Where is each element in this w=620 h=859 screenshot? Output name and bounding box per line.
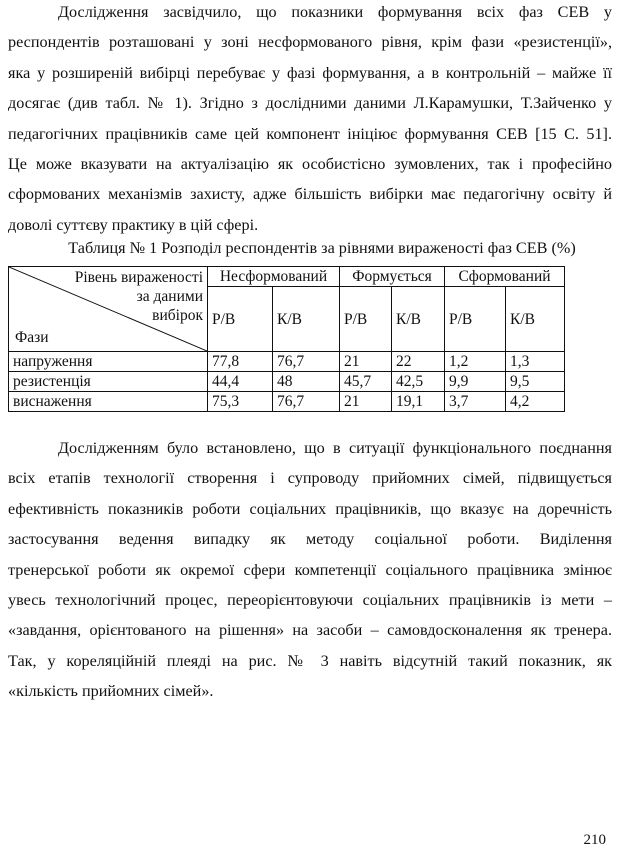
text-line: Дослідженням було встановлено, що в ситуації функціонального поєднання [58, 439, 612, 457]
table-row [9, 392, 565, 412]
value-cell: 22 [392, 352, 445, 372]
text-line: увесь технологічний процес, переорієнтовуючи соціальних працівників із мети – [8, 591, 612, 610]
text-line: педагогічних працівників саме цей компонент ініціює формування СЕВ [15 С. 51]. [8, 124, 612, 143]
text-line: Дослідження засвідчило, що показники формування всіх фаз СЕВ у [58, 3, 612, 21]
corner-header-line: за даними [136, 288, 203, 305]
subcol-header: Р/В [208, 287, 273, 352]
table-caption: Таблиця № 1 Розподіл респондентів за рівнями вираженості фаз СЕВ (%) [68, 239, 576, 257]
subcol-header: Р/В [445, 287, 506, 352]
group-header: Формується [340, 267, 445, 287]
group-header: Сформований [445, 267, 565, 287]
paragraph-2 [8, 433, 612, 707]
text-line: Так, у кореляційній плеяді на рис. № 3 навіть відсутній такий показник, як [8, 651, 612, 670]
text-line: досягає (див табл. № 1). Згідно з дослідними даними Л.Карамушки, Т.Зайченко у [8, 94, 612, 113]
value-cell: 21 [340, 352, 392, 372]
text-line: тренерської роботи як окремої сфери компетенції соціального працівника змінює [8, 560, 612, 579]
table-row [9, 372, 565, 392]
page-number: 210 [583, 832, 606, 848]
subcol-header: К/В [506, 287, 565, 352]
value-cell: 48 [273, 372, 340, 392]
corner-header [75, 268, 203, 325]
text-line: доволі суттєву практику в цій сфері. [8, 215, 259, 234]
value-cell: 45,7 [340, 372, 392, 392]
text-line: яка у розширеній вибірці перебуває у фазі формування, а в контрольній – майже її [8, 63, 612, 82]
paragraph-1 [8, 0, 612, 240]
table-row [9, 352, 565, 372]
corner-header-line: Рівень вираженості [74, 269, 203, 286]
subcol-header: К/В [273, 287, 340, 352]
phase-cell: напруження [9, 352, 208, 372]
text-line: сформованих механізмів захисту, адже більшість вибірки має педагогічну освіту й [8, 185, 612, 204]
value-cell: 9,9 [445, 372, 506, 392]
text-line: Це може вказувати на актуалізацію як особистісно зумовлених, так і професійно [8, 155, 612, 174]
value-cell: 9,5 [506, 372, 565, 392]
value-cell: 76,7 [273, 352, 340, 372]
corner-header-line: вибірок [152, 307, 203, 324]
value-cell: 4,2 [506, 392, 565, 412]
text-line: застосування ведення випадку як методу соціальної роботи. Виділення [8, 530, 612, 549]
value-cell: 19,1 [392, 392, 445, 412]
text-line: «завдання, орієнтованого на рішення» на засоби – самовдосконалення як тренера. [8, 621, 612, 640]
table-corner-cell [9, 267, 208, 352]
phase-cell: резистенція [9, 372, 208, 392]
value-cell: 1,3 [506, 352, 565, 372]
text-line: ефективність показників роботи соціальних працівників, що вказує на доречність [8, 499, 612, 518]
corner-phases-label: Фази [15, 329, 49, 346]
phase-cell: виснаження [9, 392, 208, 412]
value-cell: 77,8 [208, 352, 273, 372]
data-table [8, 266, 565, 412]
text-line: респондентів розташовані у зоні несформованого рівня, крім фази «резистенції», [8, 33, 612, 52]
text-line: «кількість прийомних сімей». [8, 682, 214, 701]
group-header: Несформований [208, 267, 340, 287]
text-line: всіх етапів технології створення і супроводу прийомних сімей, підвищується [8, 469, 612, 488]
value-cell: 42,5 [392, 372, 445, 392]
subcol-header: К/В [392, 287, 445, 352]
value-cell: 44,4 [208, 372, 273, 392]
value-cell: 1,2 [445, 352, 506, 372]
value-cell: 75,3 [208, 392, 273, 412]
value-cell: 76,7 [273, 392, 340, 412]
subcol-header: Р/В [340, 287, 392, 352]
value-cell: 3,7 [445, 392, 506, 412]
value-cell: 21 [340, 392, 392, 412]
